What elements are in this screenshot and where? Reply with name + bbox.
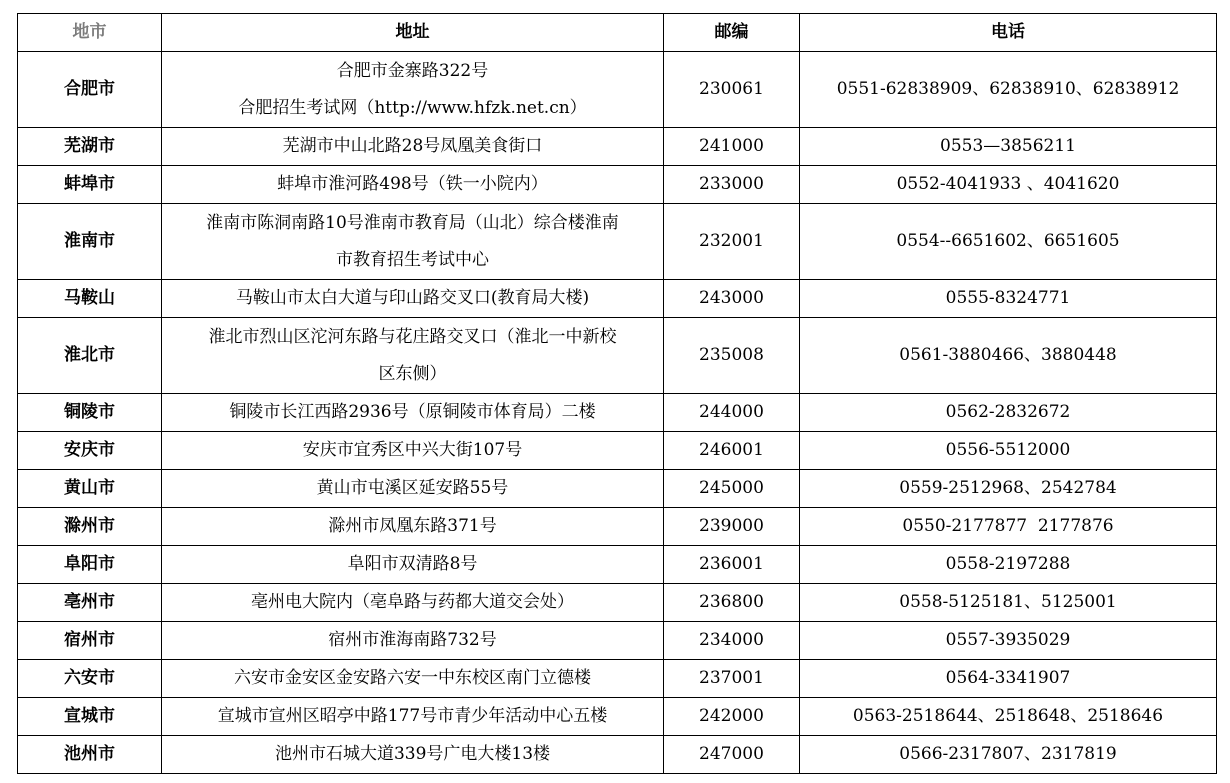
zip-cell: 241000 <box>664 128 800 166</box>
phone-cell: 0554--6651602、6651605 <box>800 204 1217 280</box>
city-cell: 六安市 <box>18 660 162 698</box>
zip-cell: 237001 <box>664 660 800 698</box>
phone-cell: 0558-2197288 <box>800 546 1217 584</box>
table-row <box>18 280 1217 318</box>
phone-cell: 0550-2177877 2177876 <box>800 508 1217 546</box>
zip-cell: 245000 <box>664 470 800 508</box>
address-cell <box>162 204 664 280</box>
address-line: 宣城市宣州区昭亭中路177号市青少年活动中心五楼 <box>217 706 608 726</box>
column-header-phone: 电话 <box>800 14 1217 52</box>
city-cell: 滁州市 <box>18 508 162 546</box>
address-cell <box>162 52 664 128</box>
address-line: 安庆市宜秀区中兴大街107号 <box>302 440 523 460</box>
zip-cell: 242000 <box>664 698 800 736</box>
address-line: 淮北市烈山区沱河东路与花庄路交叉口（淮北一中新校 <box>208 326 617 347</box>
table-header <box>18 14 1217 52</box>
address-cell <box>162 584 664 622</box>
zip-cell: 244000 <box>664 394 800 432</box>
zip-cell: 247000 <box>664 736 800 774</box>
city-cell: 淮南市 <box>18 204 162 280</box>
phone-cell: 0566-2317807、2317819 <box>800 736 1217 774</box>
zip-cell: 236001 <box>664 546 800 584</box>
zip-cell: 246001 <box>664 432 800 470</box>
address-line: 黄山市屯溪区延安路55号 <box>316 478 509 498</box>
address-cell <box>162 698 664 736</box>
address-line: 宿州市淮海南路732号 <box>328 630 497 650</box>
table-row <box>18 52 1217 128</box>
phone-cell: 0561-3880466、3880448 <box>800 318 1217 394</box>
city-cell: 合肥市 <box>18 52 162 128</box>
contacts-table <box>17 13 1217 774</box>
phone-cell: 0552-4041933 、4041620 <box>800 166 1217 204</box>
address-line: 蚌埠市淮河路498号（铁一小院内） <box>277 174 548 194</box>
phone-cell: 0556-5512000 <box>800 432 1217 470</box>
city-cell: 蚌埠市 <box>18 166 162 204</box>
city-cell: 马鞍山 <box>18 280 162 318</box>
zip-cell: 234000 <box>664 622 800 660</box>
address-line: 合肥市金寨路322号 <box>336 60 489 81</box>
address-cell <box>162 432 664 470</box>
table-row <box>18 660 1217 698</box>
table-body <box>18 52 1217 774</box>
table-row <box>18 698 1217 736</box>
zip-cell: 232001 <box>664 204 800 280</box>
city-cell: 池州市 <box>18 736 162 774</box>
table-row <box>18 546 1217 584</box>
zip-cell: 236800 <box>664 584 800 622</box>
address-cell <box>162 394 664 432</box>
zip-cell: 230061 <box>664 52 800 128</box>
phone-cell: 0555-8324771 <box>800 280 1217 318</box>
phone-cell: 0553—3856211 <box>800 128 1217 166</box>
address-line: 滁州市凤凰东路371号 <box>328 516 497 536</box>
table-row <box>18 394 1217 432</box>
city-cell: 芜湖市 <box>18 128 162 166</box>
zip-cell: 243000 <box>664 280 800 318</box>
table-row <box>18 432 1217 470</box>
address-line: 亳州电大院内（亳阜路与药都大道交会处） <box>251 592 574 612</box>
city-cell: 宣城市 <box>18 698 162 736</box>
table-row <box>18 470 1217 508</box>
column-header-address: 地址 <box>162 14 664 52</box>
address-line: 阜阳市双清路8号 <box>347 554 478 574</box>
phone-cell: 0562-2832672 <box>800 394 1217 432</box>
address-cell <box>162 318 664 394</box>
city-cell: 淮北市 <box>18 318 162 394</box>
address-line: 池州市石城大道339号广电大楼13楼 <box>274 744 551 764</box>
table-row <box>18 508 1217 546</box>
city-cell: 安庆市 <box>18 432 162 470</box>
address-cell <box>162 736 664 774</box>
address-cell <box>162 470 664 508</box>
address-line: 淮南市陈洞南路10号淮南市教育局（山北）综合楼淮南 <box>206 212 619 233</box>
zip-cell: 239000 <box>664 508 800 546</box>
table-row <box>18 622 1217 660</box>
city-cell: 黄山市 <box>18 470 162 508</box>
table-row <box>18 736 1217 774</box>
city-cell: 亳州市 <box>18 584 162 622</box>
phone-cell: 0559-2512968、2542784 <box>800 470 1217 508</box>
address-line: 合肥招生考试网（http://www.hfzk.net.cn） <box>238 97 587 118</box>
city-cell: 铜陵市 <box>18 394 162 432</box>
address-line: 马鞍山市太白大道与印山路交叉口(教育局大楼) <box>235 288 590 308</box>
zip-cell: 235008 <box>664 318 800 394</box>
address-line: 芜湖市中山北路28号凤凰美食街口 <box>282 136 543 156</box>
city-cell: 阜阳市 <box>18 546 162 584</box>
phone-cell: 0557-3935029 <box>800 622 1217 660</box>
phone-cell: 0564-3341907 <box>800 660 1217 698</box>
address-line: 六安市金安区金安路六安一中东校区南门立德楼 <box>234 668 591 688</box>
address-cell <box>162 660 664 698</box>
table-row <box>18 128 1217 166</box>
phone-cell: 0551-62838909、62838910、62838912 <box>800 52 1217 128</box>
address-cell <box>162 280 664 318</box>
address-line: 铜陵市长江西路2936号（原铜陵市体育局）二楼 <box>229 402 596 422</box>
column-header-zip: 邮编 <box>664 14 800 52</box>
address-cell <box>162 128 664 166</box>
table-row <box>18 584 1217 622</box>
column-header-city: 地市 <box>18 14 162 52</box>
address-cell <box>162 546 664 584</box>
address-line: 市教育招生考试中心 <box>336 249 489 270</box>
address-cell <box>162 508 664 546</box>
address-cell <box>162 166 664 204</box>
phone-cell: 0563-2518644、2518648、2518646 <box>800 698 1217 736</box>
table-row <box>18 166 1217 204</box>
table-row <box>18 318 1217 394</box>
table-row <box>18 204 1217 280</box>
phone-cell: 0558-5125181、5125001 <box>800 584 1217 622</box>
city-cell: 宿州市 <box>18 622 162 660</box>
address-line: 区东侧） <box>378 363 447 384</box>
address-cell <box>162 622 664 660</box>
zip-cell: 233000 <box>664 166 800 204</box>
